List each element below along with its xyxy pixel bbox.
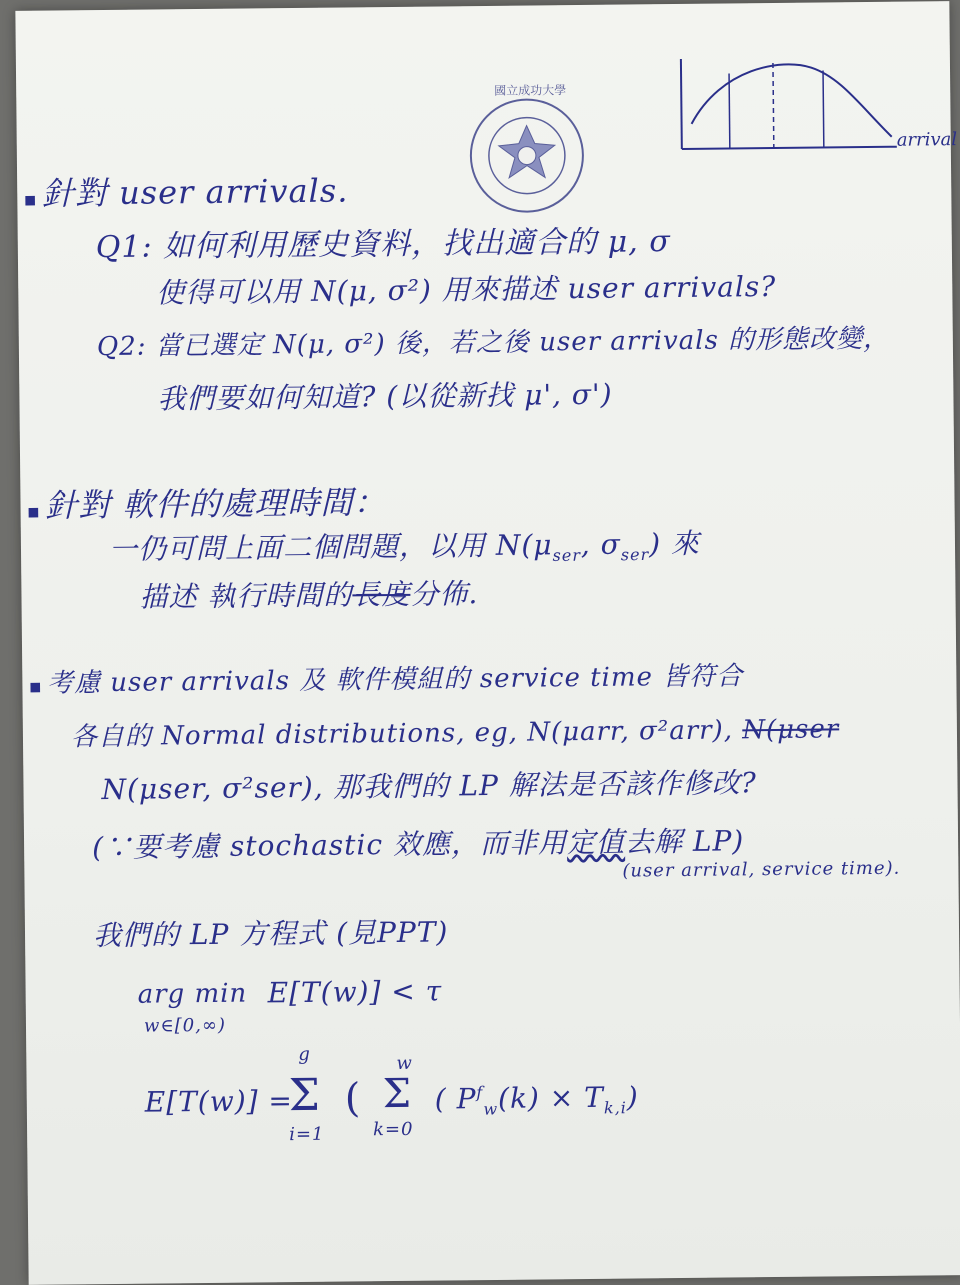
section4-heading: 我們的 LP 方程式 (見PPT): [92, 915, 449, 953]
paper-sheet: [15, 1, 960, 1285]
argmin-expression: E[T(w)] < τ: [267, 974, 443, 1010]
section2-line1-text: 一仍可問上面二個問題，以用 N(μ: [108, 528, 553, 566]
section1-q1-line1: Q1: 如何利用歷史資料，找出適合的 μ, σ: [95, 224, 671, 266]
section3-line4-end: 去解 LP): [624, 824, 745, 859]
bullet-icon: ■: [25, 189, 37, 209]
section2-line2-text: 描述 執行時間的: [139, 578, 353, 614]
section2-line2: [139, 572, 478, 616]
section3-line2-text: 各自的 Normal distributions, eg, N(μarr, σ²arr),: [70, 715, 734, 753]
section2-heading-text: 針對 軟件的處理時間：: [44, 483, 387, 525]
superscript-f: f: [476, 1082, 484, 1102]
formula-lhs: E[T(w)] =: [144, 1084, 294, 1119]
inner-sum-upper-limit: w: [396, 1052, 413, 1074]
section3-line4: [92, 819, 745, 866]
formula-body: [435, 1080, 639, 1119]
open-paren: (: [344, 1075, 362, 1122]
wavy-underlined-text: 定值: [566, 825, 626, 860]
section1-q2-line2: 我們要如何知道? (以從新找 μ', σ'): [157, 377, 613, 416]
section2-line1: [109, 522, 700, 570]
argmin-domain: w∈[0,∞): [143, 1014, 227, 1037]
sum-lower-limit: i=1: [289, 1123, 325, 1146]
section3-line4-text: (∵要考慮 stochastic 效應，而非用: [91, 826, 568, 865]
section3-line3: N(μser, σ²ser), 那我們的 LP 解法是否該作修改?: [101, 766, 757, 807]
graph-axis-label: arrival: [896, 129, 958, 151]
subscript-ser: ser: [552, 545, 582, 565]
comma: ,: [580, 527, 591, 562]
section3-line1-text: 考慮 user arrivals 及 軟件模組的 service time 皆符合: [46, 661, 744, 699]
close-paren: ): [626, 1080, 639, 1114]
formula-p: ( P: [434, 1082, 477, 1116]
argmin-label: arg min: [137, 978, 248, 1010]
struck-text: N(μser: [742, 714, 840, 746]
university-seal-icon: [466, 95, 587, 216]
bullet-icon: ■: [28, 501, 40, 521]
section2-line2-end: 分佈.: [410, 577, 479, 611]
section2-line1-end: ) 來: [648, 526, 701, 561]
section1-q2-line1: Q2: 當已選定 N(μ, σ²) 後，若之後 user arrivals 的形態改變，: [96, 323, 891, 363]
section1-heading: [25, 165, 349, 214]
section3-note: (user arrival, service time).: [622, 857, 901, 882]
section1-heading-text: 針對 user arrivals.: [41, 171, 349, 213]
formula-tail: (k) × T: [497, 1080, 604, 1115]
struck-text: 長度: [352, 577, 411, 612]
subscript-ki: k,i: [603, 1098, 627, 1118]
sum-symbol-icon: Σ: [288, 1069, 322, 1122]
section3-line2: [71, 708, 840, 753]
section2-heading: [28, 477, 386, 527]
bullet-icon: ■: [30, 676, 42, 696]
inner-sum-lower-limit: k=0: [372, 1118, 414, 1141]
subscript-w: w: [483, 1099, 499, 1119]
seal-text: 國立成功大學: [494, 83, 567, 98]
section1-q1-line2: 使得可以用 N(μ, σ²) 用來描述 user arrivals?: [156, 269, 777, 310]
inner-sum-symbol-icon: Σ: [382, 1070, 413, 1118]
sigma-symbol: σ: [600, 527, 621, 561]
subscript-ser: ser: [620, 544, 650, 565]
section3-line1: [30, 655, 743, 699]
sum-upper-limit: g: [298, 1043, 311, 1066]
